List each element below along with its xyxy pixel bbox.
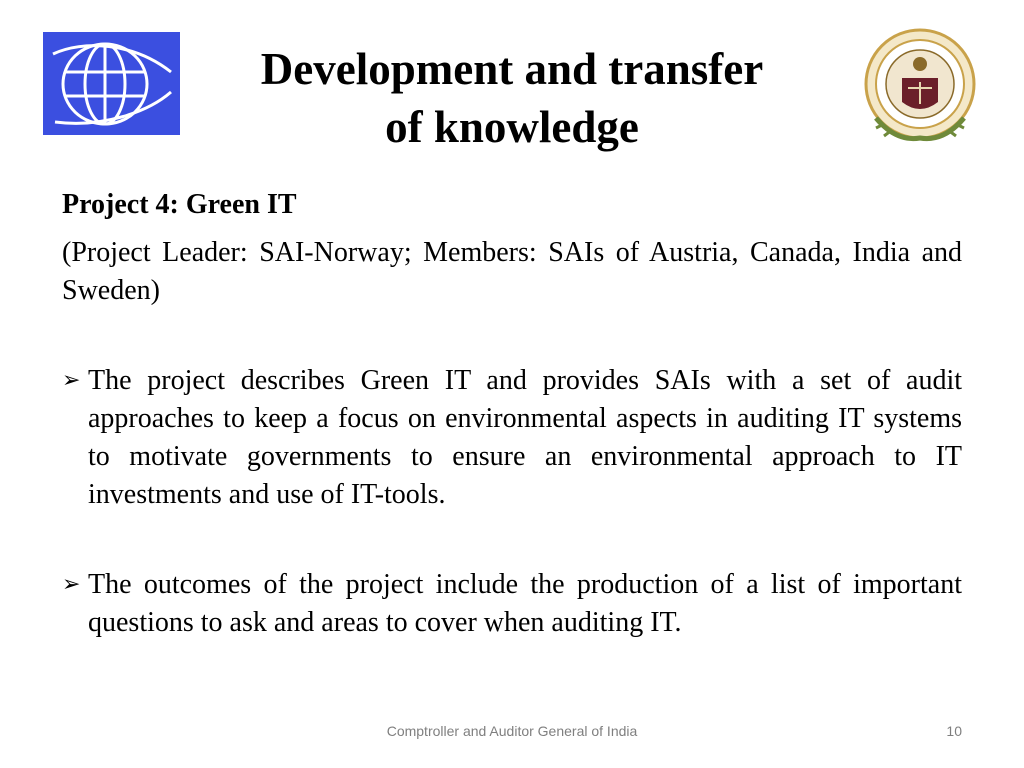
footer-text: Comptroller and Auditor General of India bbox=[386, 723, 638, 739]
bullet-text: The outcomes of the project include the production of a list of important questions to ask and areas to cover when auditing IT. bbox=[88, 569, 962, 638]
project-heading: Project 4: Green IT bbox=[62, 189, 297, 220]
arrow-bullet-icon: ➢ bbox=[62, 572, 81, 597]
slide-title-line2: of knowledge bbox=[385, 102, 639, 152]
slide-title bbox=[190, 40, 834, 156]
slide-title-line1: Development and transfer bbox=[260, 44, 764, 94]
project-meta: (Project Leader: SAI-Norway; Members: SAIs of Austria, Canada, India and Sweden) bbox=[62, 237, 962, 306]
slide-body bbox=[62, 186, 962, 642]
cag-emblem-icon bbox=[862, 26, 978, 146]
arrow-bullet-icon: ➢ bbox=[62, 368, 81, 393]
list-item bbox=[62, 362, 962, 514]
page-number: 10 bbox=[946, 723, 962, 739]
globe-logo-icon bbox=[43, 32, 180, 135]
bullet-text: The project describes Green IT and provides SAIs with a set of audit approaches to keep a focus on environmental aspects in auditing IT systems to motivate governments to ensure an environmental approach to IT investments and use of IT-tools. bbox=[88, 365, 962, 510]
list-item bbox=[62, 566, 962, 642]
bullet-list bbox=[62, 362, 962, 642]
